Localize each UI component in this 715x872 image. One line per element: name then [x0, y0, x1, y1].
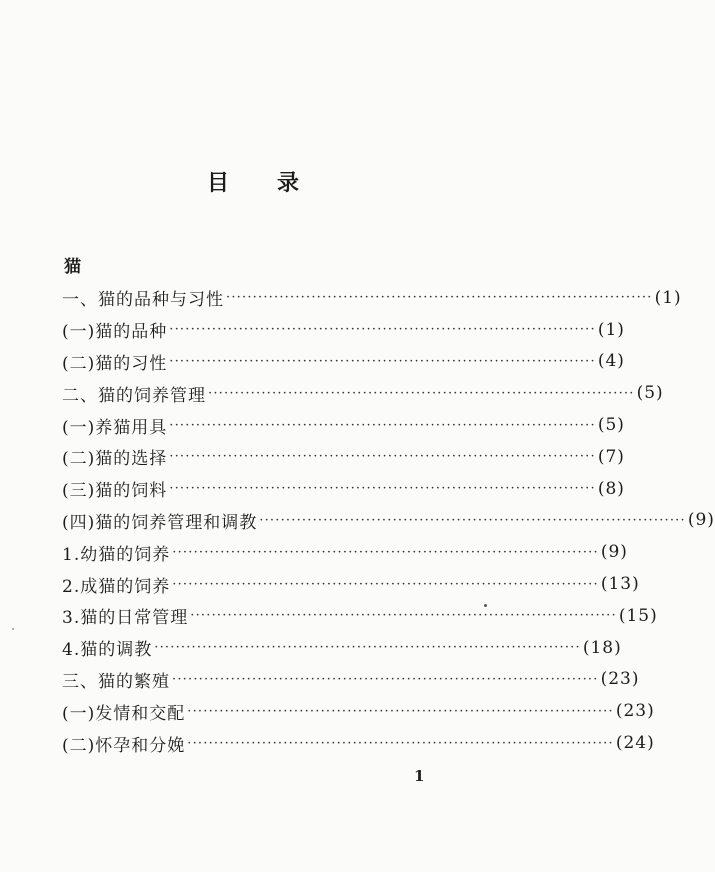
toc-entry-label: 二、猫的饲养管理: [62, 385, 206, 406]
toc-entry: [62, 664, 640, 696]
toc-leader-dots: ················································································: [154, 640, 581, 656]
toc-leader-dots: ················································································: [208, 385, 635, 401]
toc-entry: [62, 282, 682, 314]
toc-entry-page: (1): [597, 319, 625, 340]
toc-entry: [62, 632, 622, 664]
toc-entry-page: (18): [582, 637, 622, 658]
toc-leader-dots: ················································································: [259, 512, 686, 528]
toc-entry: [62, 568, 640, 600]
toc-entry-label: (二)怀孕和分娩: [62, 735, 186, 756]
toc-leader-dots: ················································································: [169, 417, 596, 433]
toc-entry-page: (15): [618, 605, 658, 626]
toc-entry-label: (一)养猫用具: [62, 417, 168, 438]
toc-entry-label: (二)猫的选择: [62, 449, 168, 470]
toc-entry: [62, 409, 625, 441]
toc-entry-label: 1.幼猫的饲养: [62, 544, 171, 565]
toc-entry: [62, 377, 664, 409]
title-char-2: 录: [277, 171, 300, 196]
page-number: 1: [414, 767, 425, 785]
toc-entry-page: (23): [600, 669, 640, 690]
toc-entry: [62, 441, 625, 473]
toc-entry-label: 4.猫的调教: [62, 640, 153, 661]
toc-entry-label: (四)猫的饲养管理和调教: [62, 512, 258, 533]
toc-entry: [62, 314, 625, 346]
toc-leader-dots: ················································································: [172, 671, 599, 687]
toc-leader-dots: ················································································: [190, 608, 617, 624]
toc-entry-page: (23): [615, 701, 655, 722]
toc-entry: [62, 600, 658, 632]
toc-entry: [62, 346, 625, 378]
scan-speck: [484, 604, 487, 607]
toc-entry-label: 三、猫的繁殖: [62, 671, 170, 692]
table-of-contents: [62, 282, 715, 759]
toc-entry-page: (5): [636, 383, 664, 404]
toc-entry-label: 3.猫的日常管理: [62, 608, 189, 629]
toc-leader-dots: ················································································: [172, 544, 599, 560]
toc-entry-page: (8): [597, 478, 625, 499]
toc-entry: [62, 536, 628, 568]
toc-entry-page: (13): [600, 574, 640, 595]
toc-entry-page: (5): [597, 415, 625, 436]
toc-leader-dots: ················································································: [187, 703, 614, 719]
toc-leader-dots: ················································································: [187, 735, 614, 751]
section-label: 猫: [64, 257, 81, 277]
toc-entry-label: (一)猫的品种: [62, 322, 168, 343]
toc-leader-dots: ················································································: [169, 481, 596, 497]
toc-leader-dots: ················································································: [169, 449, 596, 465]
toc-entry: [62, 505, 715, 537]
toc-entry-page: (9): [600, 542, 628, 563]
page-title: [0, 166, 506, 197]
toc-entry-label: (一)发情和交配: [62, 703, 186, 724]
toc-entry-page: (4): [597, 351, 625, 372]
toc-entry: [62, 727, 655, 759]
toc-leader-dots: ················································································: [172, 576, 599, 592]
toc-leader-dots: ················································································: [169, 353, 596, 369]
toc-entry-label: (三)猫的饲料: [62, 481, 168, 502]
toc-entry-label: 一、猫的品种与习性: [62, 290, 224, 311]
toc-entry-label: 2.成猫的饲养: [62, 576, 171, 597]
toc-entry-page: (7): [597, 446, 625, 467]
toc-leader-dots: ················································································: [169, 322, 596, 338]
scan-speck: [12, 628, 14, 630]
toc-entry-page: (24): [615, 733, 655, 754]
toc-entry: [62, 695, 655, 727]
toc-entry-page: (1): [654, 287, 682, 308]
title-char-1: 目: [206, 171, 229, 196]
toc-entry-label: (二)猫的习性: [62, 353, 168, 374]
toc-entry-page: (9): [687, 510, 715, 531]
toc-entry: [62, 473, 625, 505]
toc-leader-dots: ················································································: [226, 290, 653, 306]
